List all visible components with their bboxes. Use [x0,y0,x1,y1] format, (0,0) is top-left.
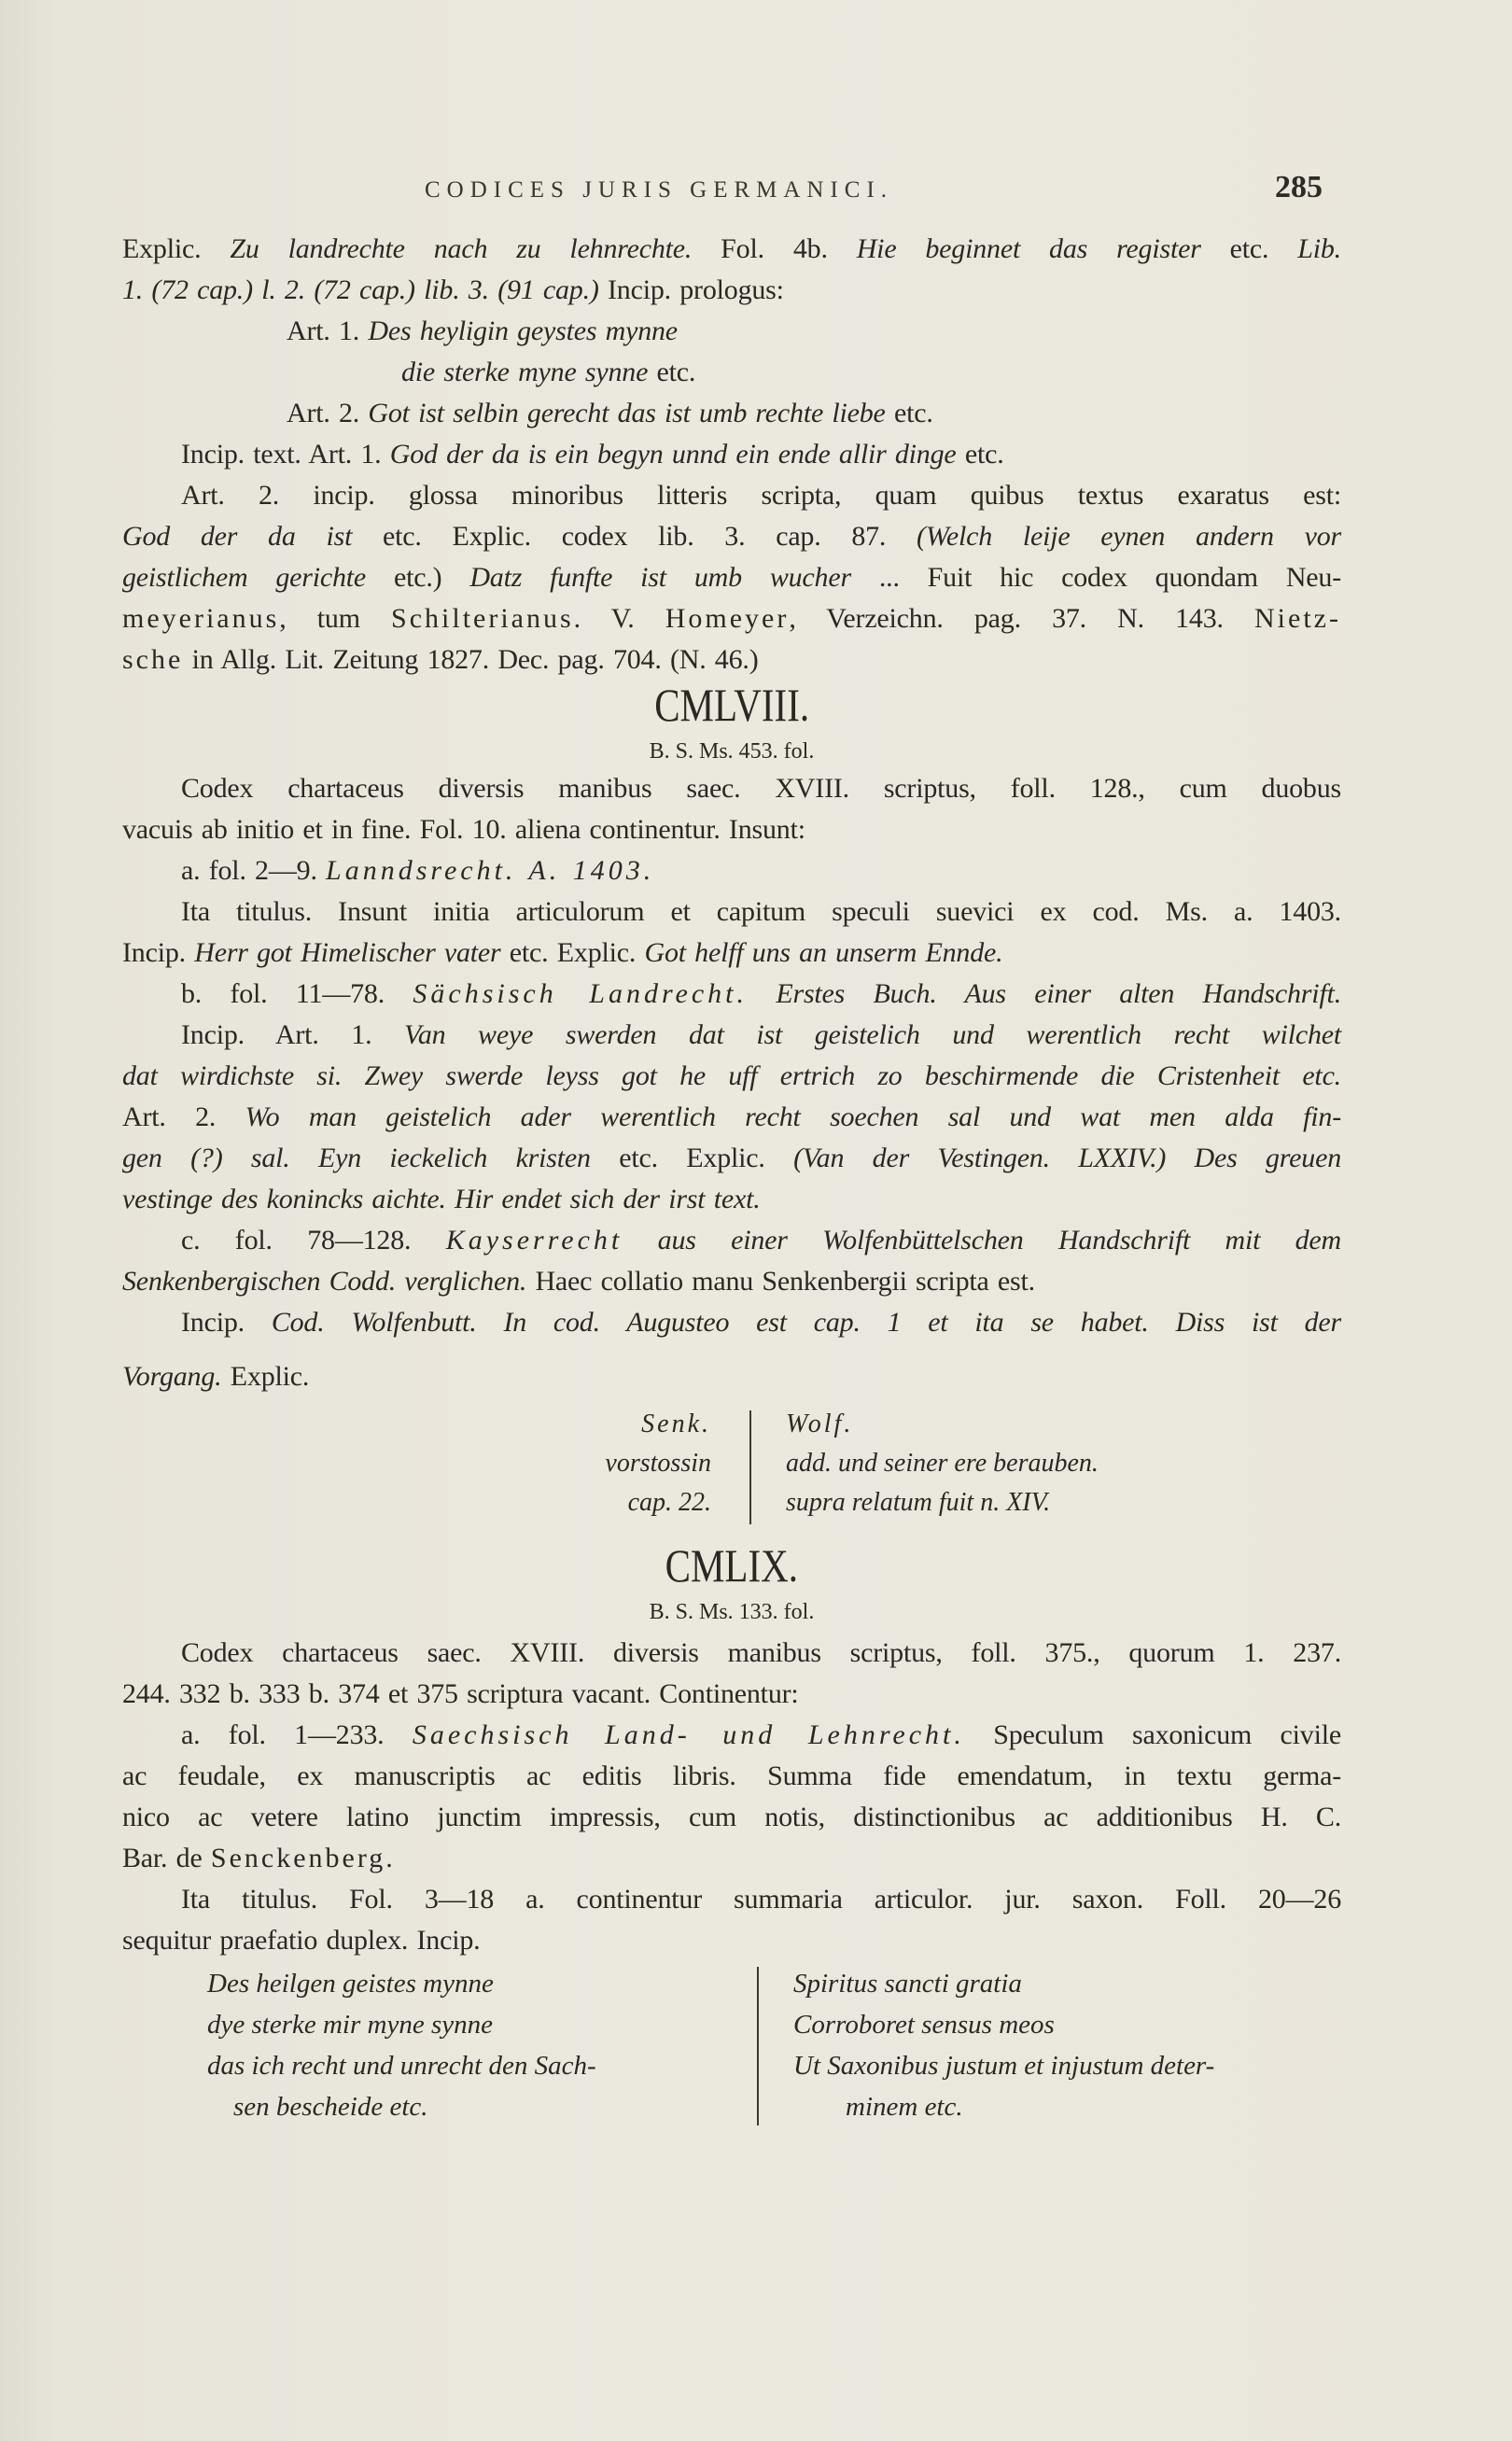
emphasized-text: dat wirdichste si. Zwey swerde leyss got he uff ertrich zo beschirmende die Cristenheit etc. [122,1060,1341,1091]
verse-line: sen bescheide etc. [233,2092,428,2122]
entry-numeral-text: CMLVIII. [654,679,809,731]
roman-text: Ita titulus. Fol. 3—18 a. continentur summaria articulor. jur. saxon. Foll. 20—26 [181,1884,1341,1915]
text-line [122,311,1341,352]
emphasized-text: Senkenbergischen Codd. verglichen. [122,1266,527,1297]
roman-text: a. fol. 2—9. [181,855,327,886]
roman-text: etc. [648,357,696,387]
emphasized-text: sche [122,644,184,675]
text-line [122,557,1341,598]
text-line [122,1797,1341,1838]
emphasized-text: Vorgang. [122,1361,222,1392]
roman-text: etc. [956,439,1004,470]
comparison-cell: supra relatum fuit n. XIV. [786,1488,1051,1517]
emphasized-text: Sächsisch Landrecht. [413,978,748,1009]
text-line [122,768,1341,809]
roman-text: Art. 1. [287,316,369,346]
text-line [122,1097,1341,1138]
text-line [122,850,1341,891]
roman-text: Art. 2. [287,398,369,428]
text-line [122,352,1341,393]
entry-cmlix [122,1539,1341,2131]
text-line [122,1715,1341,1756]
comparison-cell: add. und seiner ere berauben. [786,1449,1099,1478]
emphasized-text: Nietz- [1254,603,1341,634]
comparison-head: Wolf. [786,1410,854,1438]
emphasized-text: Hie beginnet das register [856,233,1201,264]
emphasized-text: God der da ist [122,521,353,552]
text-line [122,516,1341,557]
emphasized-text: geistlichem gerichte [122,562,367,593]
emphasized-text: gen (?) sal. Eyn ieckelich kristen [122,1143,591,1173]
text-line [122,639,1341,680]
roman-text: Explic. [122,233,231,264]
roman-text: etc. [1200,233,1298,264]
emphasized-text: Got ist selbin gerecht das ist umb rechte liebe [368,398,886,428]
text-line [122,891,1341,933]
roman-text: Incip. [181,1307,272,1338]
comparison-cell: cap. 22. [627,1488,711,1517]
running-head [0,170,1512,213]
roman-text: sequitur praefatio duplex. Incip. [122,1925,481,1956]
page-number: 285 [1275,170,1323,204]
preface-german [207,1963,596,2127]
comparison-cell: vorstossin [605,1449,711,1478]
roman-text: in Allg. Lit. Zeitung 1827. Dec. pag. 704. (N. 46.) [183,644,759,675]
text-line [122,1261,1341,1302]
emphasized-text: Kayserrecht [445,1225,623,1256]
comparison-column-wolf [786,1405,1099,1522]
entry-text [122,1633,1341,1961]
text-line [122,1220,1341,1261]
roman-text: Explic. [221,1361,310,1392]
text-line [122,974,1341,1015]
verse-line: Spiritus sancti gratia [793,1969,1022,1999]
roman-text: a. fol. 1—233. [181,1719,413,1750]
emphasized-text: Des heyligin geystes mynne [368,316,678,346]
text-line [122,1138,1341,1179]
emphasized-text: Schilterianus [391,603,574,634]
roman-text: ac feudale, ex manuscriptis ac editis libris. Summa fide emendatum, in textu germa- [122,1761,1341,1791]
text-line [122,1356,1341,1397]
text-line [122,1756,1341,1797]
roman-text: Ita titulus. Insunt initia articulorum et capitum speculi suevici ex cod. Ms. a. 1403. [181,896,1341,927]
verse-line: minem etc. [846,2092,963,2122]
roman-text: etc.) [366,562,470,593]
verse-line: dye sterke mir myne synne [207,2010,493,2040]
verse-line: das ich recht und unrecht den Sach- [207,2051,596,2081]
shelfmark: B. S. Ms. 453. fol. [649,739,815,764]
verse-line: Corroboret sensus meos [793,2010,1055,2040]
roman-text: Art. 2. [122,1101,245,1132]
emphasized-text: (Welch leije eynen andern vor [917,521,1342,552]
roman-text: Incip. text. Art. 1. [181,439,390,470]
comparison-table [122,1405,1341,1528]
roman-text: Incip. Art. 1. [181,1019,405,1050]
text-line [122,393,1341,434]
roman-text: nico ac vetere latino junctim impressis, cum notis, distinctionibus ac additionibus H. C. [122,1802,1341,1832]
text-line [122,270,1341,311]
roman-text: 244. 332 b. 333 b. 374 et 375 scriptura vacant. Continentur: [122,1678,799,1709]
emphasized-text: vestinge des konincks aichte. Hir endet sich der irst text. [122,1184,761,1214]
roman-text: Incip. [122,937,195,968]
column-divider [749,1410,751,1524]
roman-text: Bar. de [122,1843,211,1873]
roman-text: vacuis ab initio et in fine. Fol. 10. aliena continentur. Insunt: [122,814,805,845]
roman-text: , tum [279,603,392,634]
emphasized-text: (Van der Vestingen. LXXIV.) Des greuen [793,1143,1341,1173]
roman-text: Speculum saxonicum civile [964,1719,1341,1750]
roman-text: etc. Explic. [500,937,645,968]
roman-text: etc. [885,398,933,428]
roman-text: Haec collatio manu Senkenbergii scripta est. [526,1266,1035,1297]
roman-text: Codex chartaceus saec. XVIII. diversis manibus scriptus, foll. 375., quorum 1. 237. [181,1637,1341,1668]
emphasized-text: 1. (72 cap.) l. 2. (72 cap.) lib. 3. (91 cap.) [122,274,599,305]
roman-text: Codex chartaceus diversis manibus saec. XVIII. scriptus, foll. 128., cum duobus [181,773,1341,804]
emphasized-text: Cod. Wolfenbutt. In cod. Augusteo est cap. 1 et ita se habet. Diss ist der [271,1307,1341,1338]
text-line [122,1633,1341,1674]
entry-text [122,768,1341,1397]
roman-text: b. fol. 11—78. [181,978,413,1009]
text-line [122,1838,1341,1879]
text-line [122,598,1341,639]
emphasized-text: Datz funfte ist umb wucher [469,562,851,593]
verse-line: Ut Saxonibus justum et injustum deter- [793,2051,1215,2081]
text-line [122,933,1341,974]
emphasized-text: God der da is ein begyn unnd ein ende allir dinge [389,439,957,470]
emphasized-text: Erstes Buch. Aus einer alten Handschrift. [747,978,1341,1009]
entry-cmlviii [122,679,1341,1528]
emphasized-text: Saechsisch Land- und Lehnrecht. [412,1719,965,1750]
emphasized-text: aus einer Wolfenbüttelschen Handschrift mit dem [623,1225,1341,1256]
page-body [122,229,1341,2131]
intro-section [122,229,1341,680]
emphasized-text: Van weye swerden dat ist geistelich und werentlich recht wilchet [404,1019,1341,1050]
emphasized-text: die sterke myne synne [401,357,649,387]
emphasized-text: Senckenberg. [210,1843,396,1873]
emphasized-text: Homeyer [665,603,790,634]
roman-text: . V. [573,603,665,634]
emphasized-text: Lib. [1297,233,1341,264]
entry-numeral [122,679,1341,731]
running-head-title: CODICES JURIS GERMANICI. [425,177,894,203]
preface-latin [793,1963,1214,2127]
text-line [122,1879,1341,1920]
verse-line: Des heilgen geistes mynne [207,1969,494,1999]
roman-text: Fol. 4b. [692,233,857,264]
emphasized-text: meyerianus [122,603,280,634]
text-line [122,1920,1341,1961]
text-line [122,229,1341,270]
roman-text: , Verzeichn. pag. 37. N. 143. [789,603,1255,634]
emphasized-text: Zu landrechte nach zu lehnrechte. [230,233,693,264]
roman-text: Art. 2. incip. glossa minoribus litteris scripta, quam quibus textus exaratus est: [181,480,1341,511]
text-line [122,1674,1341,1715]
text-line [122,1179,1341,1220]
comparison-head: Senk. [641,1410,711,1438]
entry-numeral-text: CMLIX. [665,1539,799,1592]
emphasized-text: Wo man geistelich ader werentlich recht soechen sal und wat men alda fin- [245,1101,1341,1132]
shelfmark: B. S. Ms. 133. fol. [649,1600,815,1624]
preface-columns [122,1963,1341,2131]
roman-text: ... Fuit hic codex quondam Neu- [850,562,1342,593]
entry-numeral [122,1539,1341,1592]
roman-text: c. fol. 78—128. [181,1225,446,1256]
text-line [122,809,1341,850]
comparison-column-senk [605,1405,711,1522]
text-line [122,1015,1341,1056]
text-line [122,434,1341,475]
emphasized-text: Got helff uns an unserm Ennde. [644,937,1003,968]
text-line [122,475,1341,516]
text-line [122,1302,1341,1343]
emphasized-text: Herr got Himelischer vater [194,937,501,968]
emphasized-text: Lanndsrecht. A. 1403. [326,855,655,886]
column-divider [757,1967,759,2125]
roman-text: Incip. prologus: [598,274,784,305]
roman-text: etc. Explic. codex lib. 3. cap. 87. [352,521,917,552]
text-line [122,1056,1341,1097]
roman-text: etc. Explic. [590,1143,794,1173]
